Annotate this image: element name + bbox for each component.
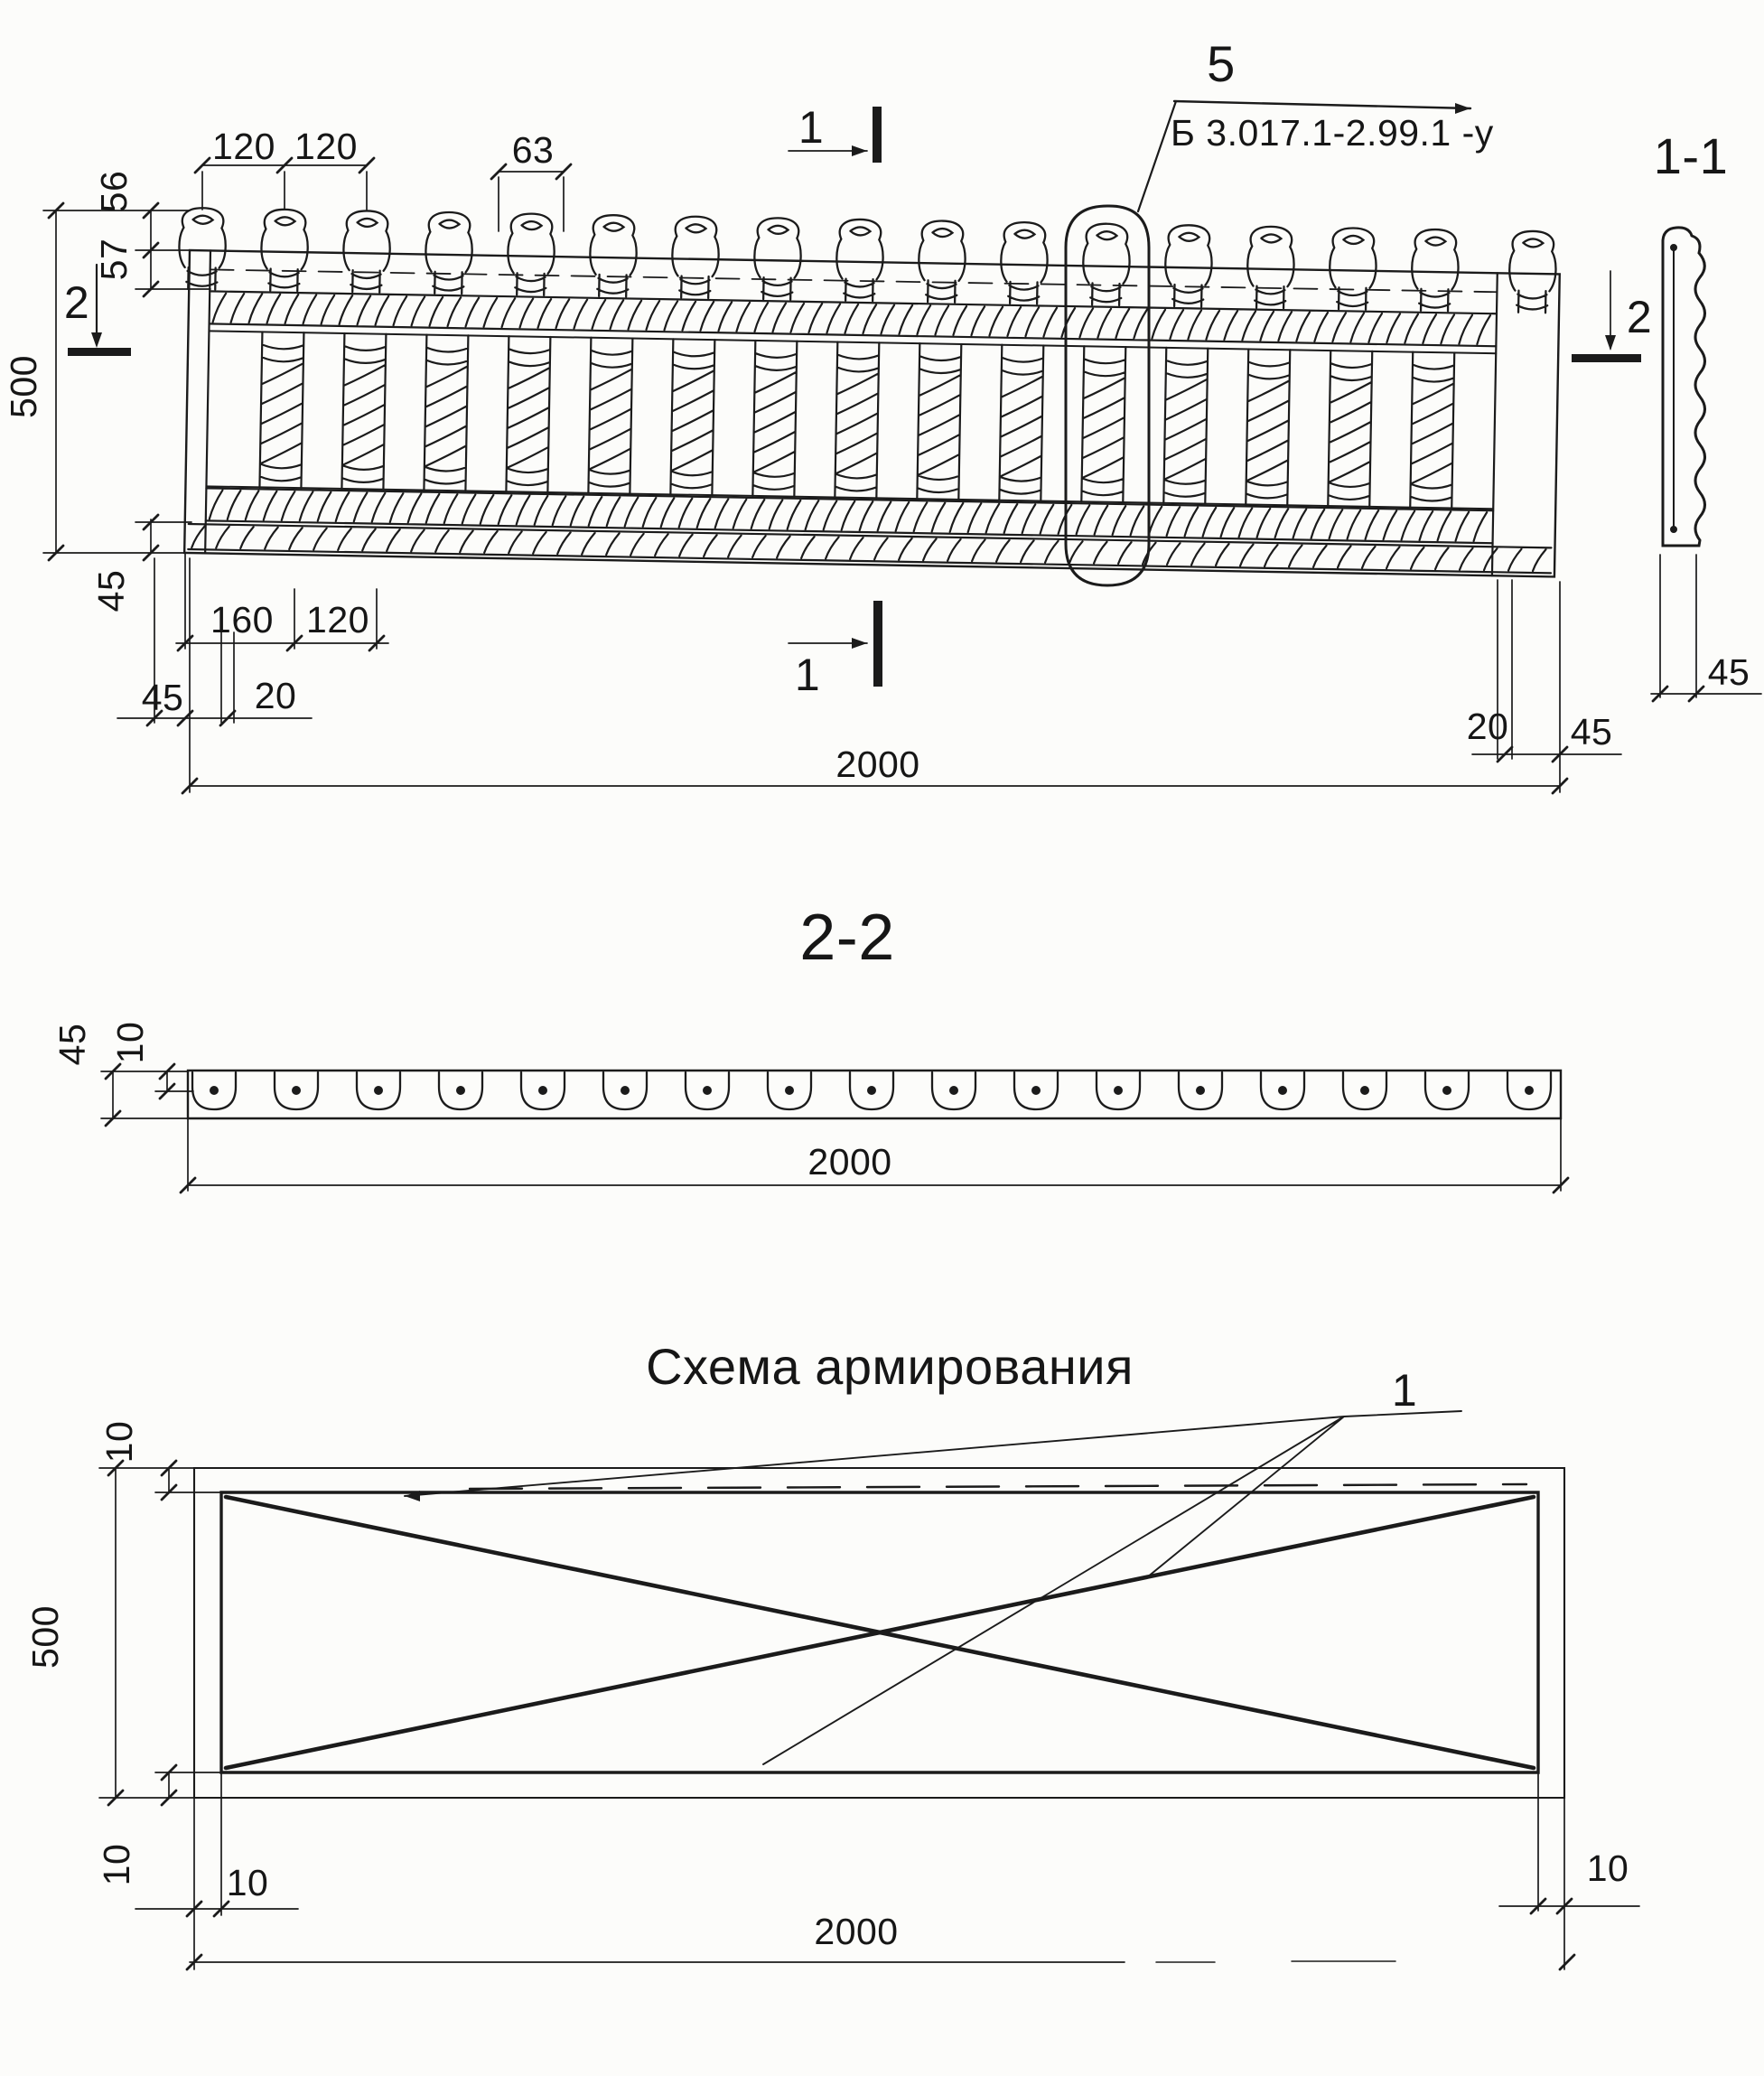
reinforcement-scheme: [194, 1411, 1564, 1798]
detail-series-code: Б 3.017.1-2.99.1 -у: [1171, 112, 1494, 154]
rebar-diagonal: [226, 1497, 1534, 1768]
dimension-annotations: [43, 107, 1761, 1969]
bar-leader: [405, 1411, 1461, 1764]
dim-label-120-b: 120: [294, 126, 358, 167]
reinforcement-title: Схема армирования: [646, 1338, 1134, 1395]
dim-label-20-right: 20: [1466, 706, 1509, 747]
dimension-line-faded: [1156, 1961, 1395, 1962]
dim-label-20-left: 20: [254, 675, 297, 716]
dim-label-10-scheme-bottom: 10: [96, 1843, 137, 1886]
arrowhead-icon: [1605, 335, 1616, 351]
baluster-finial: [179, 208, 1557, 313]
dim-label-500-elev: 500: [3, 355, 44, 418]
section-marker-1-top: 1: [798, 102, 825, 153]
twisted-baluster: [259, 332, 1454, 508]
arrowhead-icon: [852, 638, 867, 649]
dim-label-10-scheme-top: 10: [98, 1420, 140, 1463]
section-marker-2-left: 2: [63, 277, 90, 328]
dim-label-160: 160: [210, 599, 274, 641]
dim-label-120-a: 120: [212, 126, 275, 167]
plan-strip: [188, 1071, 1561, 1118]
arrowhead-icon: [91, 332, 102, 348]
plan-section-2-2: [188, 1071, 1561, 1118]
section-1-1-view: [1663, 228, 1705, 546]
section-cut-bar: [1572, 354, 1641, 362]
section-cut-bar: [873, 601, 882, 687]
bar-mark-1: 1: [1391, 1365, 1418, 1416]
callout-line: [1174, 101, 1470, 108]
dim-label-10-scheme-right: 10: [1586, 1847, 1629, 1889]
dim-label-120-c: 120: [306, 599, 369, 641]
rail-top-edge: [210, 269, 1498, 292]
section-label-1-1: 1-1: [1653, 127, 1729, 184]
dim-label-45-base: 45: [90, 569, 132, 613]
dim-label-45-right: 45: [1570, 711, 1613, 753]
dim-label-63: 63: [511, 129, 555, 171]
section-marker-2-right: 2: [1626, 292, 1653, 342]
dim-label-500-scheme: 500: [24, 1605, 66, 1669]
elevation-view: [174, 208, 1561, 577]
dim-label-56: 56: [93, 170, 135, 213]
dim-label-57: 57: [93, 238, 135, 281]
dim-label-2000-elev: 2000: [835, 743, 920, 785]
dim-label-10-plan: 10: [109, 1021, 151, 1064]
dim-label-45-section: 45: [1707, 651, 1750, 693]
detail-number: 5: [1207, 35, 1236, 92]
rebar-top-double: [470, 1484, 1526, 1489]
rebar-dot: [210, 1086, 1534, 1095]
section-marker-1-bottom: 1: [794, 650, 821, 700]
section-cut-bar: [873, 107, 882, 163]
dim-label-2000-plan: 2000: [807, 1141, 892, 1183]
arrowhead-icon: [852, 145, 867, 156]
section-profile-outline: [1663, 228, 1705, 546]
section-cut-bar: [68, 348, 131, 356]
dim-label-10-scheme-left: 10: [226, 1862, 269, 1903]
dim-label-45-left: 45: [141, 677, 184, 718]
plan-section-title: 2-2: [799, 902, 895, 974]
rope-band: [210, 291, 1497, 346]
dim-label-45-plan: 45: [51, 1023, 93, 1066]
dim-label-2000-scheme: 2000: [814, 1911, 899, 1952]
